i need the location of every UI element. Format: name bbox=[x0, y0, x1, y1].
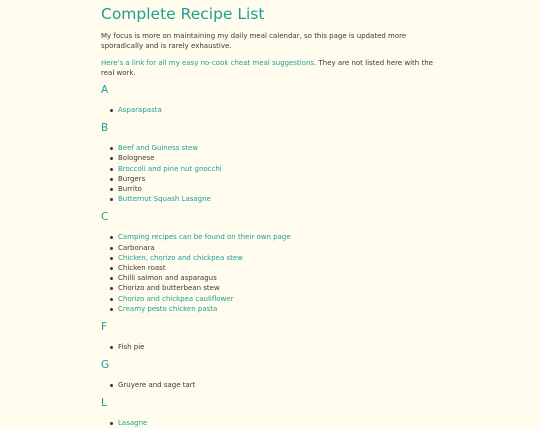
section-heading: L bbox=[101, 397, 107, 410]
recipe-item bbox=[110, 143, 444, 153]
section-heading: G bbox=[101, 359, 110, 372]
intro-text: My focus is more on maintaining my daily meal calendar, so this page is updated more sporadically and is rarely exhaustive. bbox=[101, 32, 407, 50]
section-heading: C bbox=[101, 211, 109, 224]
cheat-meal-note: They are not listed here with the real work. bbox=[101, 59, 433, 77]
recipe-item: Chilli salmon and asparagus bbox=[110, 273, 444, 283]
recipe-list bbox=[101, 143, 444, 204]
recipe-link[interactable]: Camping recipes can be found on their own page bbox=[118, 233, 291, 242]
recipe-link[interactable]: Lasagne bbox=[118, 419, 148, 428]
recipe-item: Bolognese bbox=[110, 153, 444, 163]
page-title: Complete Recipe List bbox=[101, 5, 265, 23]
recipe-link[interactable]: Asparapasta bbox=[118, 106, 162, 114]
recipe-item: Burgers bbox=[110, 174, 444, 184]
recipe-item bbox=[110, 294, 444, 304]
section-g bbox=[101, 359, 444, 390]
recipe-item: Chorizo and butterbean stew bbox=[110, 283, 444, 293]
recipe-item: Burrito bbox=[110, 184, 444, 194]
recipe-item: Chicken roast bbox=[110, 263, 444, 273]
recipe-sections bbox=[101, 84, 444, 429]
cheat-meal-line bbox=[101, 59, 444, 78]
recipe-item: Carbonara bbox=[110, 243, 444, 253]
recipe-item: Fish pie bbox=[110, 342, 444, 352]
recipe-link[interactable]: Chicken, chorizo and chickpea stew bbox=[118, 253, 243, 262]
recipe-list bbox=[101, 232, 444, 314]
recipe-item bbox=[110, 418, 444, 428]
recipe-link[interactable]: Creamy pesto chicken pasta bbox=[118, 304, 218, 313]
cheat-meal-link[interactable]: Here's a link for all my easy no-cook cheat meal suggestions. bbox=[101, 59, 317, 67]
recipe-item: Gruyere and sage tart bbox=[110, 380, 444, 390]
recipe-link[interactable]: Butternut Squash Lasagne bbox=[118, 195, 211, 204]
recipe-item bbox=[110, 304, 444, 314]
recipe-link[interactable]: Beef and Guiness stew bbox=[118, 144, 198, 153]
section-a bbox=[101, 84, 444, 115]
section-heading: A bbox=[101, 84, 109, 96]
recipe-item bbox=[110, 164, 444, 174]
recipe-list bbox=[101, 380, 444, 390]
recipe-item bbox=[110, 105, 444, 115]
recipe-item bbox=[110, 253, 444, 263]
recipe-list bbox=[101, 418, 444, 428]
recipe-link[interactable]: Broccoli and pine nut gnocchi bbox=[118, 164, 222, 173]
recipe-list bbox=[101, 105, 444, 115]
section-l bbox=[101, 397, 444, 428]
recipe-item bbox=[110, 232, 444, 242]
recipe-link[interactable]: Chorizo and chickpea cauliflower bbox=[118, 294, 234, 303]
section-b bbox=[101, 122, 444, 204]
section-heading: F bbox=[101, 321, 108, 334]
section-f bbox=[101, 321, 444, 352]
section-c bbox=[101, 211, 444, 314]
section-heading: B bbox=[101, 122, 109, 135]
recipe-item bbox=[110, 194, 444, 204]
recipe-list bbox=[101, 342, 444, 352]
